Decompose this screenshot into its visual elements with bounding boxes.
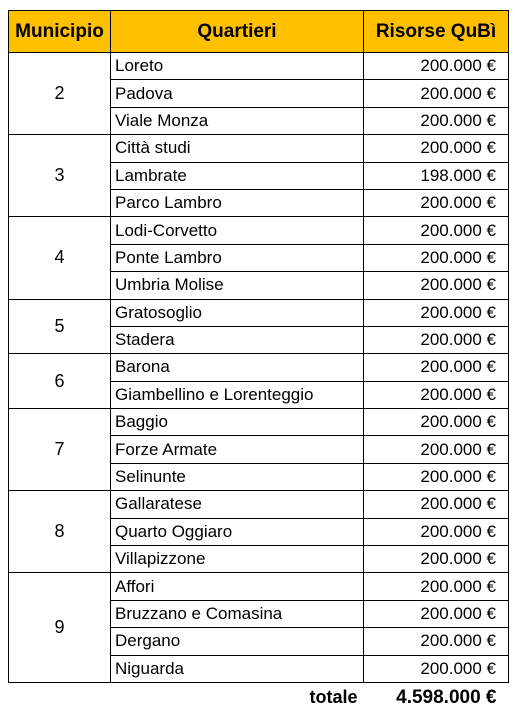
municipio-cell: 7	[9, 409, 111, 491]
risorse-cell: 200.000 €	[364, 573, 509, 600]
quartiere-cell: Quarto Oggiaro	[111, 518, 364, 545]
quartiere-cell: Forze Armate	[111, 436, 364, 463]
risorse-cell: 200.000 €	[364, 381, 509, 408]
quartiere-cell: Ponte Lambro	[111, 244, 364, 271]
table-row	[9, 53, 509, 80]
risorse-cell: 200.000 €	[364, 244, 509, 271]
quartiere-cell: Gratosoglio	[111, 299, 364, 326]
table-row	[9, 299, 509, 326]
header-municipio: Municipio	[9, 11, 111, 53]
total-label: totale	[309, 687, 358, 708]
quartiere-cell: Affori	[111, 573, 364, 600]
risorse-cell: 200.000 €	[364, 436, 509, 463]
quartiere-cell: Dergano	[111, 628, 364, 655]
quartiere-cell: Umbria Molise	[111, 272, 364, 299]
risorse-cell: 198.000 €	[364, 162, 509, 189]
quartiere-cell: Barona	[111, 354, 364, 381]
risorse-cell: 200.000 €	[364, 546, 509, 573]
risorse-cell: 200.000 €	[364, 272, 509, 299]
table-row	[9, 573, 509, 600]
risorse-cell: 200.000 €	[364, 518, 509, 545]
header-row	[9, 11, 509, 53]
table-row	[9, 354, 509, 381]
quartiere-cell: Parco Lambro	[111, 189, 364, 216]
quartiere-cell: Loreto	[111, 53, 364, 80]
table-row	[9, 135, 509, 162]
quartiere-cell: Villapizzone	[111, 546, 364, 573]
risorse-qubi-table	[8, 10, 509, 713]
quartiere-cell: Giambellino e Lorenteggio	[111, 381, 364, 408]
total-row	[9, 682, 509, 713]
risorse-cell: 200.000 €	[364, 189, 509, 216]
risorse-cell: 200.000 €	[364, 299, 509, 326]
risorse-cell: 200.000 €	[364, 326, 509, 353]
risorse-cell: 200.000 €	[364, 107, 509, 134]
table-body	[9, 53, 509, 683]
risorse-cell: 200.000 €	[364, 463, 509, 490]
municipio-cell: 2	[9, 53, 111, 135]
risorse-cell: 200.000 €	[364, 655, 509, 682]
quartiere-cell: Bruzzano e Comasina	[111, 600, 364, 627]
risorse-cell: 200.000 €	[364, 491, 509, 518]
table-row	[9, 409, 509, 436]
risorse-cell: 200.000 €	[364, 135, 509, 162]
quartiere-cell: Niguarda	[111, 655, 364, 682]
header-risorse: Risorse QuBì	[364, 11, 509, 53]
municipio-cell: 5	[9, 299, 111, 354]
municipio-cell: 3	[9, 135, 111, 217]
quartiere-cell: Viale Monza	[111, 107, 364, 134]
risorse-table-container	[8, 10, 508, 713]
total-value: 4.598.000 €	[396, 686, 497, 708]
table-row	[9, 491, 509, 518]
quartiere-cell: Città studi	[111, 135, 364, 162]
municipio-cell: 6	[9, 354, 111, 409]
quartiere-cell: Baggio	[111, 409, 364, 436]
risorse-cell: 200.000 €	[364, 600, 509, 627]
quartiere-cell: Lodi-Corvetto	[111, 217, 364, 244]
header-quartieri: Quartieri	[111, 11, 364, 53]
risorse-cell: 200.000 €	[364, 217, 509, 244]
risorse-cell: 200.000 €	[364, 354, 509, 381]
quartiere-cell: Lambrate	[111, 162, 364, 189]
quartiere-cell: Selinunte	[111, 463, 364, 490]
quartiere-cell: Padova	[111, 80, 364, 107]
risorse-cell: 200.000 €	[364, 409, 509, 436]
municipio-cell: 8	[9, 491, 111, 573]
risorse-cell: 200.000 €	[364, 53, 509, 80]
quartiere-cell: Stadera	[111, 326, 364, 353]
municipio-cell: 4	[9, 217, 111, 299]
municipio-cell: 9	[9, 573, 111, 683]
risorse-cell: 200.000 €	[364, 628, 509, 655]
risorse-cell: 200.000 €	[364, 80, 509, 107]
table-row	[9, 217, 509, 244]
quartiere-cell: Gallaratese	[111, 491, 364, 518]
